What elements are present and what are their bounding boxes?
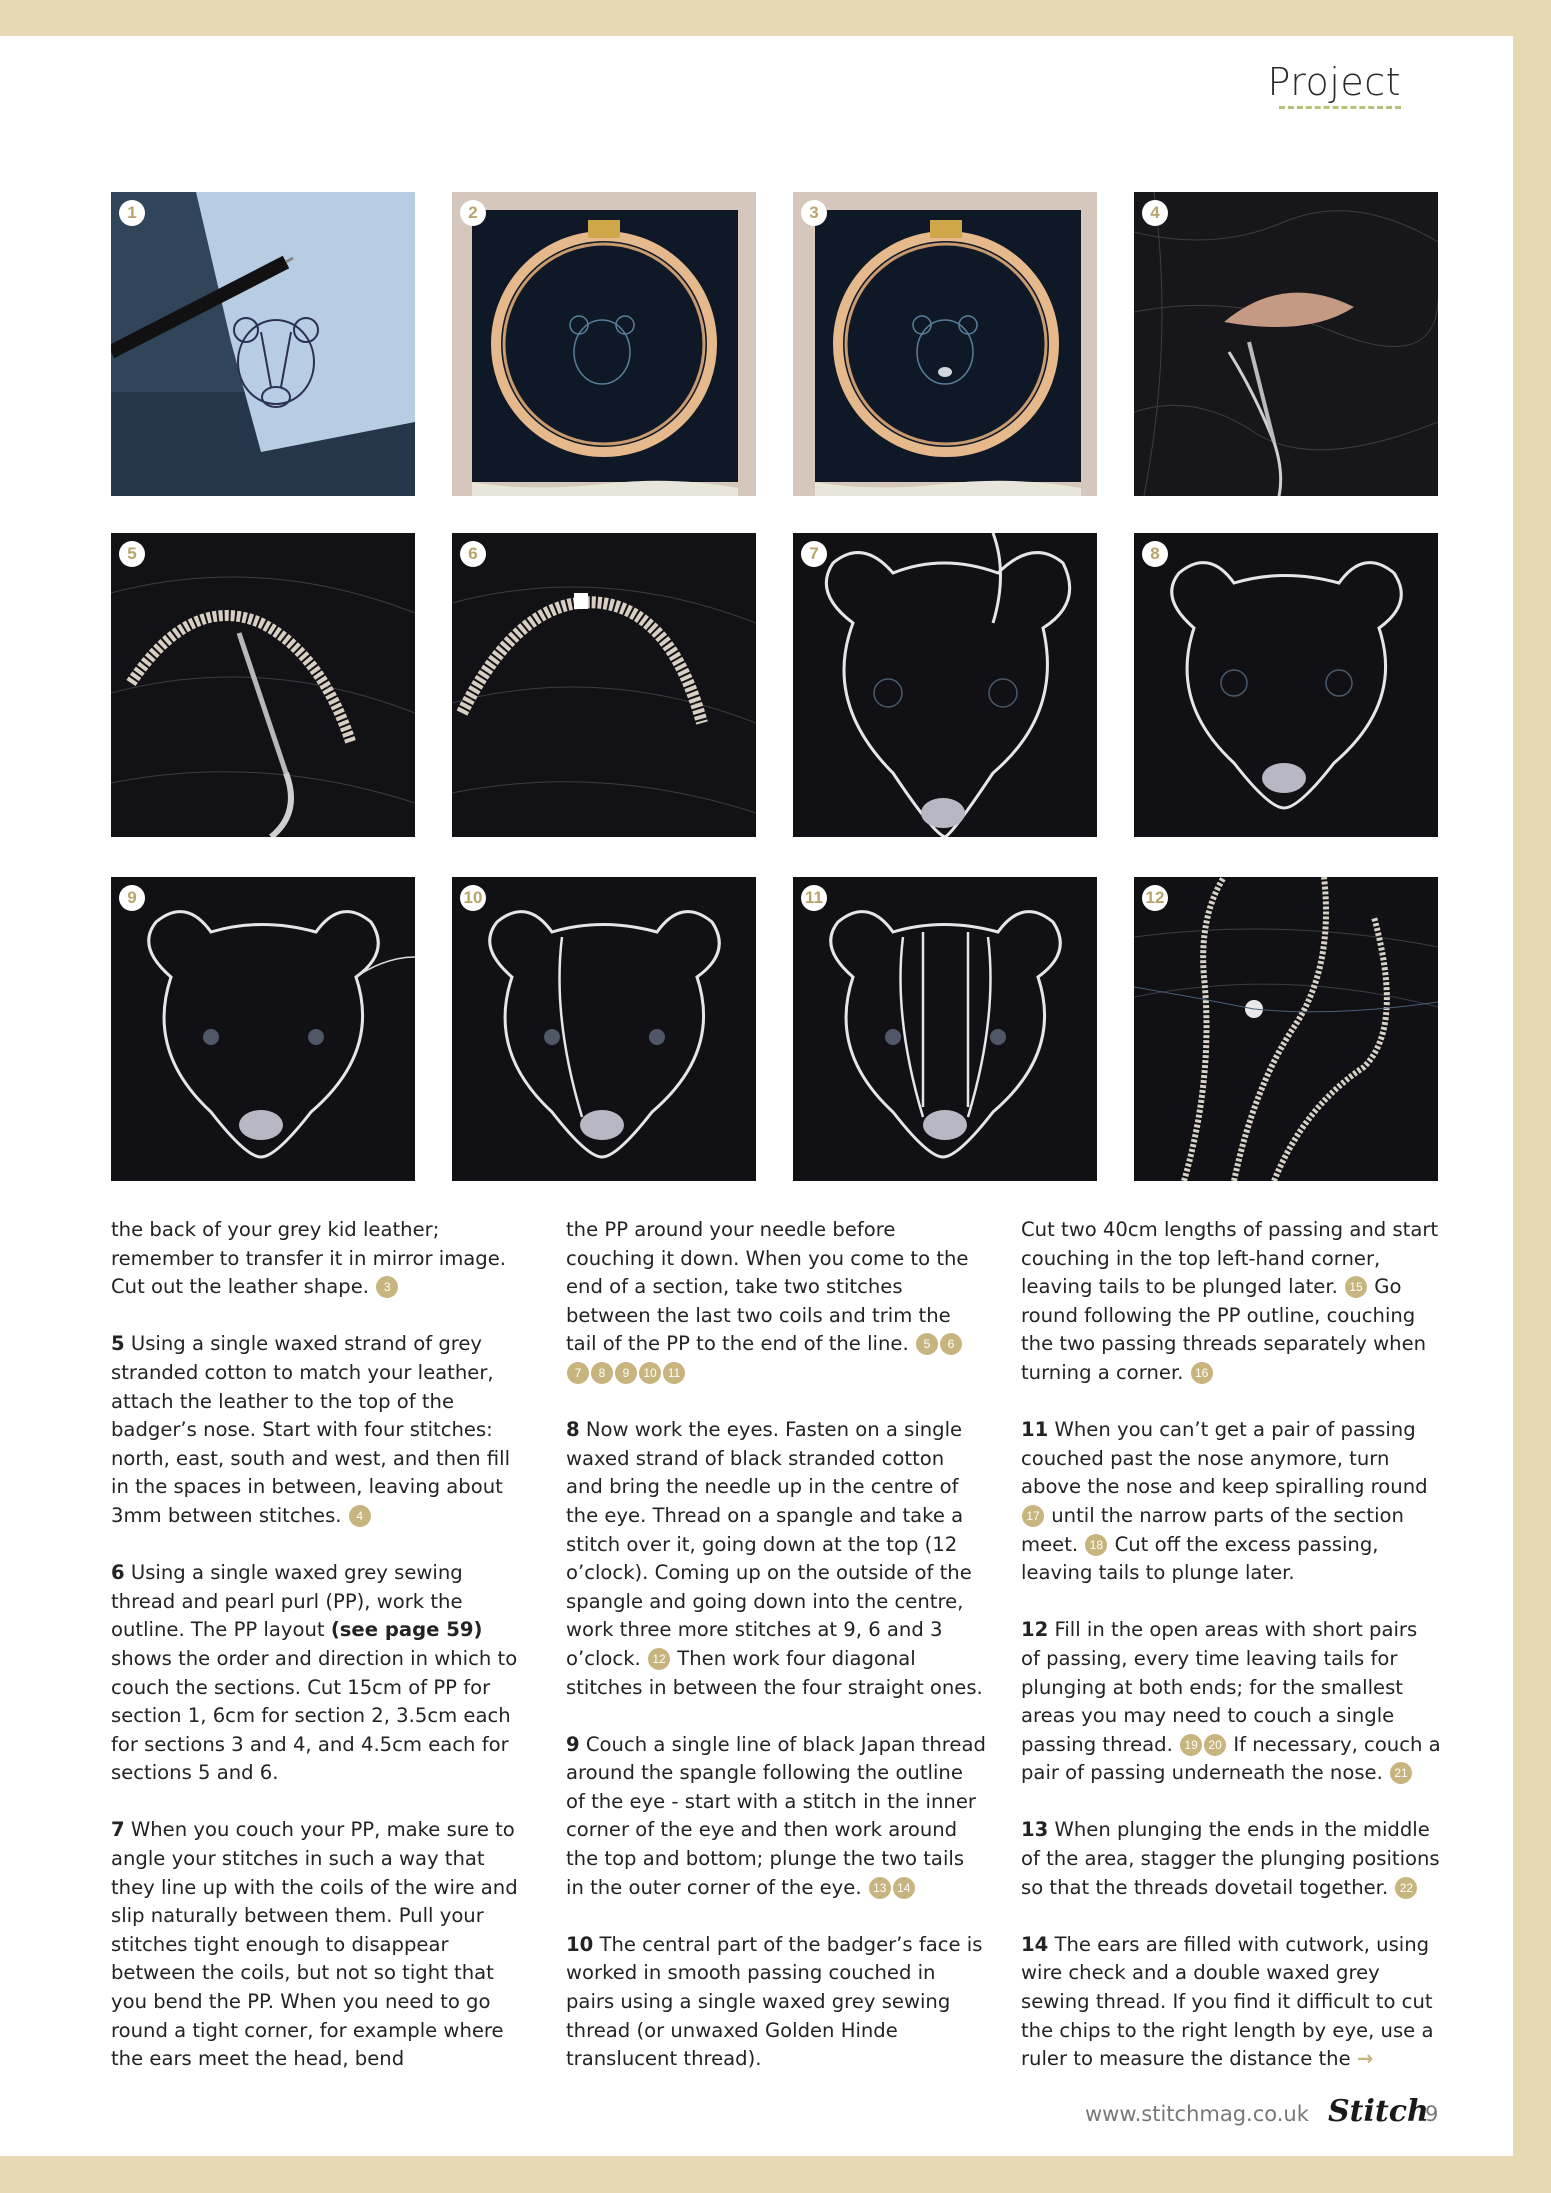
step-number: 5 <box>111 1332 125 1356</box>
step-6-paragraph: 6 Using a single waxed grey sewing thread and pearl purl (PP), work the outline. The PP layout (see page 59) shows the order and direction in which to couch the sections. Cut 15cm of PP for section 1, 6cm for section 2, 3.5cm each for sections 3 and 4, and 4.5cm each for sections 5 and 6. <box>111 1561 518 1785</box>
photo-ref-dot: 3 <box>376 1276 398 1298</box>
photo-ref-dot: 20 <box>1204 1734 1226 1756</box>
step-photo-6 <box>452 533 756 837</box>
photo-ref-dot: 6 <box>940 1333 962 1355</box>
photo-ref-dot: 18 <box>1085 1534 1107 1556</box>
step-photo-1 <box>111 192 415 496</box>
step-photo-7 <box>793 533 1097 837</box>
photo-number-badge: 4 <box>1142 200 1168 226</box>
step-photo-3 <box>793 192 1097 496</box>
page-reference: (see page 59) <box>330 1618 483 1642</box>
step-number: 11 <box>1021 1418 1049 1442</box>
step-14-paragraph: 14 The ears are filled with cutwork, using wire check and a double waxed grey sewing thread. If you find it difficult to cut the chips to the right length by eye, use a ruler to measure the distance the → <box>1021 1932 1434 2071</box>
photo-number-badge: 7 <box>801 541 827 567</box>
step-number: 10 <box>566 1932 594 1956</box>
step-number: 13 <box>1021 1818 1049 1842</box>
step-number: 12 <box>1021 1618 1049 1642</box>
photo-ref-dot: 15 <box>1345 1276 1367 1298</box>
continue-arrow-icon: → <box>1356 2047 1374 2071</box>
photo-number-badge: 11 <box>801 885 827 911</box>
photo-ref-dot: 4 <box>349 1505 371 1527</box>
photo-number-badge: 10 <box>460 885 486 911</box>
photo-ref-dot: 17 <box>1022 1505 1044 1527</box>
text-column-1 <box>111 1216 531 2102</box>
photo-ref-dot: 22 <box>1395 1877 1417 1899</box>
paragraph: the back of your grey kid leather; remember to transfer it in mirror image. Cut out the leather shape. 3 <box>111 1218 507 1299</box>
photo-ref-dot: 13 <box>869 1877 891 1899</box>
step-number: 9 <box>566 1732 580 1756</box>
footer-url: www.stitchmag.co.uk <box>1085 2102 1309 2126</box>
step-5-paragraph: 5 Using a single waxed strand of grey stranded cotton to match your leather, attach the leather to the top of the badger’s nose. Start with four stitches: north, east, south and west, and then fill in the spaces in between, leaving about 3mm between stitches. 4 <box>111 1332 511 1527</box>
step-9-paragraph: 9 Couch a single line of black Japan thread around the spangle following the outline of the eye - start with a stitch in the inner corner of the eye and then work around the top and bottom; plunge the two tails in the outer corner of the eye. 13 14 <box>566 1732 986 1899</box>
photo-ref-dot: 11 <box>663 1362 685 1384</box>
photo-9-image <box>111 877 415 1181</box>
step-number: 14 <box>1021 1932 1049 1956</box>
step-11-paragraph: 11 When you can’t get a pair of passing couched past the nose anymore, turn above the nose and keep spiralling round 17 until the narrow parts of the section meet. 18 Cut off the excess passing, leaving tails to plunge later. <box>1021 1418 1428 1585</box>
step-photo-2 <box>452 192 756 496</box>
photo-ref-dot: 10 <box>639 1362 661 1384</box>
photo-ref-dot: 5 <box>916 1333 938 1355</box>
step-photo-11 <box>793 877 1097 1181</box>
photo-number-badge: 8 <box>1142 541 1168 567</box>
photo-4-image <box>1134 192 1438 496</box>
step-12-paragraph: 12 Fill in the open areas with short pairs of passing, every time leaving tails for plunging at both ends; for the smallest areas you may need to couch a single passing thread. 19 20 If necessary, couch a pair of passing underneath the nose. 21 <box>1021 1618 1441 1785</box>
text-column-2 <box>566 1216 986 2102</box>
photo-ref-dot: 7 <box>567 1362 589 1384</box>
section-title: Project <box>1267 60 1401 104</box>
step-photo-12 <box>1134 877 1438 1181</box>
photo-number-badge: 2 <box>460 200 486 226</box>
photo-2-image <box>452 192 756 496</box>
photo-ref-dot: 14 <box>893 1877 915 1899</box>
photo-ref-dot: 19 <box>1180 1734 1202 1756</box>
step-8-paragraph: 8 Now work the eyes. Fasten on a single waxed strand of black stranded cotton and bring the needle up in the centre of the eye. Thread on a spangle and take a stitch over it, going down at the top (12 o’clock). Coming up on the outside of the spangle and going down into the centre, work three more stitches at 9, 6 and 3 o’clock. 12 Then work four diagonal stitches in between the four straight ones. <box>566 1418 983 1699</box>
step-7-paragraph: 7 When you couch your PP, make sure to angle your stitches in such a way that they line up with the coils of the wire and slip naturally between them. Pull your stitches tight enough to disappear between the coils, but not so tight that you bend the PP. When you need to go round a tight corner, for example where the ears meet the head, bend <box>111 1818 518 2071</box>
photo-11-image <box>793 877 1097 1181</box>
step-10-paragraph: 10 The central part of the badger’s face is worked in smooth passing couched in pairs using a single waxed grey sewing thread (or unwaxed Golden Hinde translucent thread). <box>566 1932 983 2071</box>
magazine-page <box>0 36 1513 2156</box>
step-number: 6 <box>111 1561 125 1585</box>
step-photo-8 <box>1134 533 1438 837</box>
step-photo-9 <box>111 877 415 1181</box>
photo-ref-dot: 16 <box>1191 1362 1213 1384</box>
photo-ref-dot: 9 <box>615 1362 637 1384</box>
photo-8-image <box>1134 533 1438 837</box>
photo-number-badge: 9 <box>119 885 145 911</box>
step-number: 8 <box>566 1418 580 1442</box>
step-photo-10 <box>452 877 756 1181</box>
photo-number-badge: 6 <box>460 541 486 567</box>
photo-12-image <box>1134 877 1438 1181</box>
photo-5-image <box>111 533 415 837</box>
photo-number-badge: 3 <box>801 200 827 226</box>
photo-ref-dot: 12 <box>648 1648 670 1670</box>
photo-7-image <box>793 533 1097 837</box>
photo-number-badge: 12 <box>1142 885 1168 911</box>
section-title-underline <box>1279 106 1401 109</box>
photo-3-image <box>793 192 1097 496</box>
step-number: 7 <box>111 1818 125 1842</box>
photo-number-badge: 5 <box>119 541 145 567</box>
photo-10-image <box>452 877 756 1181</box>
page-number: 9 <box>1425 2102 1439 2126</box>
step-photo-5 <box>111 533 415 837</box>
photo-ref-dot: 8 <box>591 1362 613 1384</box>
text-column-3 <box>1021 1216 1441 2102</box>
photo-ref-dot: 21 <box>1390 1762 1412 1784</box>
paragraph: the PP around your needle before couching it down. When you come to the end of a section, take two stitches between the last two coils and trim the tail of the PP to the end of the line. 5 67 8 9 10 11 <box>566 1216 986 1388</box>
photo-number-badge: 1 <box>119 200 145 226</box>
step-photo-4 <box>1134 192 1438 496</box>
step-13-paragraph: 13 When plunging the ends in the middle of the area, stagger the plunging positions so that the threads dovetail together. 22 <box>1021 1818 1440 1899</box>
paragraph: Cut two 40cm lengths of passing and start couching in the top left-hand corner, leaving tails to be plunged later. 15 Go round following the PP outline, couching the two passing threads separately when turning a corner. 16 <box>1021 1218 1439 1384</box>
stitch-logo: Stitch <box>1328 2094 1429 2129</box>
photo-1-image <box>111 192 415 496</box>
photo-6-image <box>452 533 756 837</box>
